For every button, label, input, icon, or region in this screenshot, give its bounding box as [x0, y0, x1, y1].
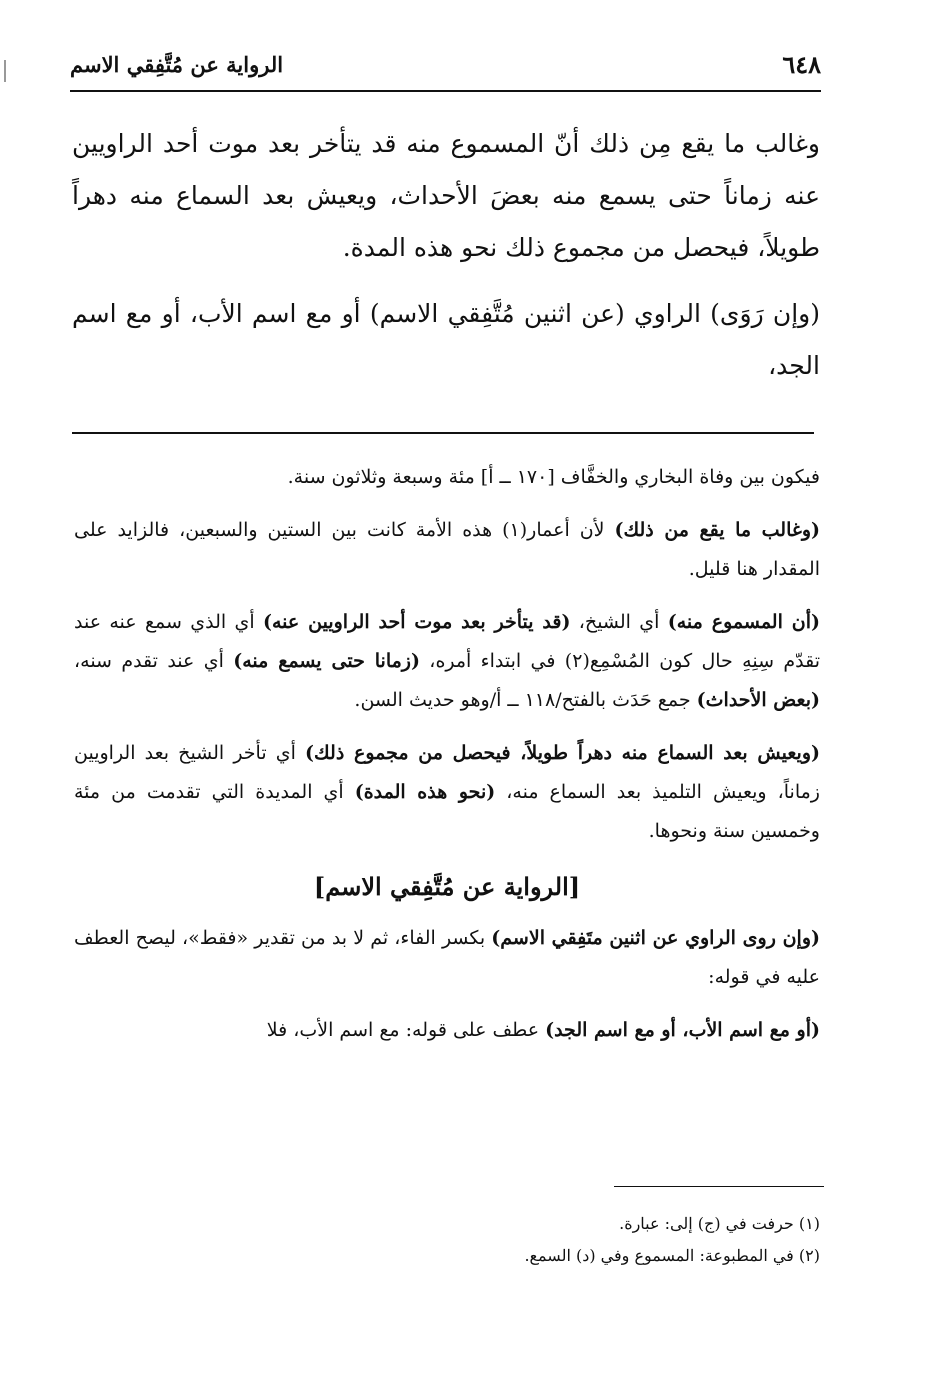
footnote-2: (٢) في المطبوعة: المسموع وفي (د) السمع. — [524, 1246, 820, 1265]
quoted-matn: (وغالب ما يقع من ذلك) — [614, 519, 820, 541]
commentary-paragraph-3 — [74, 603, 820, 720]
commentary-span: بكسر الفاء، ثم لا بد من تقدير «فقط»، ليصح العطف عليه في قوله: — [74, 927, 820, 988]
commentary-span: لأن أعمار(١) هذه الأمة كانت بين الستين والسبعين، فالزايد على المقدار هنا قليل. — [74, 519, 820, 580]
commentary-span: أي المديدة التي تقدمت من مئة وخمسين سنة ونحوها. — [74, 781, 820, 842]
footnote-divider — [614, 1186, 824, 1187]
commentary-paragraph-6 — [74, 1011, 820, 1050]
main-paragraph-2: (وإن رَوَى) الراوي (عن اثنين مُتَّفِقي الاسم) أو مع اسم الأب، أو مع اسم الجد، — [72, 299, 820, 380]
commentary-span: عطف على قوله: مع اسم الأب، فلا — [266, 1019, 546, 1041]
commentary-paragraph-4 — [74, 734, 820, 851]
commentary-span: أي عند تقدم سنه، — [74, 650, 234, 672]
quoted-matn: (أن المسموع منه) — [667, 611, 820, 633]
scan-edge-mark — [4, 60, 6, 82]
quoted-matn: (بعض الأحداث) — [696, 689, 820, 711]
commentary-span: أي الشيخ، — [570, 611, 668, 633]
commentary-divider — [72, 432, 814, 434]
running-title: الرواية عن مُتَّفِقي الاسم — [70, 52, 284, 77]
main-text — [72, 118, 820, 392]
quoted-matn: (ويعيش بعد السماع منه دهراً طويلاً، فيحصل من مجموع ذلك) — [305, 742, 820, 764]
quoted-matn: (زمانا حتى يسمع منه) — [233, 650, 420, 672]
section-heading: [الرواية عن مُتَّفِقي الاسم] — [313, 872, 581, 901]
commentary-span: أي الذي سمع عنه عند تقدّم سِنِهِ حال كون المُسْمِع(٢) في ابتداء أمره، — [74, 611, 820, 672]
commentary-paragraph-2 — [74, 511, 820, 589]
commentary-span: أي تأخر الشيخ بعد الراويين زماناً، ويعيش التلميذ بعد السماع منه، — [74, 742, 820, 803]
footnotes — [120, 1208, 820, 1272]
running-header — [70, 48, 821, 92]
page-number: ٦٤٨ — [782, 50, 821, 79]
quoted-matn: (أو مع اسم الأب، أو مع اسم الجد) — [545, 1019, 820, 1041]
commentary-text — [74, 458, 820, 1050]
commentary-span: جمع حَدَث بالفتح/١١٨ ــ أ/وهو حديث السن. — [354, 689, 697, 711]
footnote-1: (١) حرفت في (ج) إلى: عبارة. — [619, 1214, 820, 1233]
main-paragraph-1: وغالب ما يقع مِن ذلك أنّ المسموع منه قد يتأخر بعد موت أحد الراويين عنه زماناً حتى يسمع منه بعضَ الأحداث، ويعيش بعد السماع منه دهراً طويلاً، فيحصل من مجموع ذلك نحو هذه المدة. — [72, 129, 821, 262]
commentary-paragraph-1: فيكون بين وفاة البخاري والخفَّاف [١٧٠ ــ أ] مئة وسبعة وثلاثون سنة. — [287, 466, 820, 488]
quoted-matn: (وإن روى الراوي عن اثنين متَفِقي الاسم) — [491, 927, 820, 949]
quoted-matn: (نحو هذه المدة) — [354, 781, 496, 803]
commentary-paragraph-5 — [74, 919, 820, 997]
quoted-matn: (قد يتأخر بعد موت أحد الراويين عنه) — [262, 611, 571, 633]
